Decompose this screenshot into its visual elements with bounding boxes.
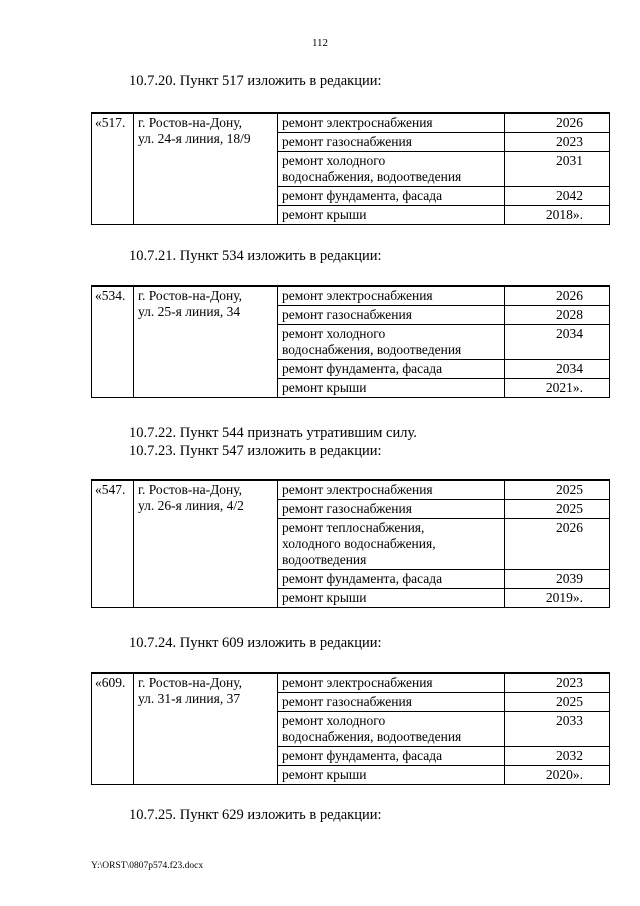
work-type-cell [278,673,505,693]
work-type-cell [278,766,505,785]
address-cell [134,113,278,225]
address-cell [134,673,278,785]
work-type-cell [278,286,505,306]
year-cell: 2028 [505,306,610,325]
item-number: «609. [92,673,134,785]
work-type-cell [278,206,505,225]
work-type-cell [278,500,505,519]
work-type-line: ремонт электроснабжения [282,288,433,303]
work-type-line: ремонт крыши [282,380,367,395]
work-type-line: ремонт электроснабжения [282,675,433,690]
table-534 [91,285,610,398]
section-heading-534: 10.7.21. Пункт 534 изложить в редакции: [129,248,382,264]
address-line: ул. 26-я линия, 4/2 [138,498,244,513]
table-row [92,286,610,306]
table-547 [91,479,610,608]
work-type-cell [278,306,505,325]
work-type-line: ремонт фундамента, фасада [282,748,443,763]
year-cell: 2023 [505,673,610,693]
address-line: г. Ростов-на-Дону, [138,115,243,130]
work-type-line: ремонт газоснабжения [282,307,412,322]
work-type-cell [278,589,505,608]
work-type-line: водоотведения [282,552,367,567]
year-cell: 2034 [505,325,610,360]
address-line: ул. 25-я линия, 34 [138,304,241,319]
work-type-cell [278,187,505,206]
work-type-cell [278,113,505,133]
work-type-line: ремонт газоснабжения [282,501,412,516]
year-cell: 2020». [505,766,610,785]
work-type-line: водоснабжения, водоотведения [282,729,462,744]
table-row [92,113,610,133]
work-type-line: ремонт электроснабжения [282,482,433,497]
year-cell: 2026 [505,286,610,306]
work-type-line: холодного водоснабжения, [282,536,436,551]
year-cell: 2039 [505,570,610,589]
address-line: ул. 24-я линия, 18/9 [138,131,251,146]
year-cell: 2033 [505,712,610,747]
work-type-cell [278,570,505,589]
work-type-cell [278,693,505,712]
work-type-line: ремонт фундамента, фасада [282,571,443,586]
section-heading-544: 10.7.22. Пункт 544 признать утратившим силу. [129,425,417,441]
work-type-cell [278,152,505,187]
work-type-line: ремонт крыши [282,590,367,605]
year-cell: 2025 [505,693,610,712]
work-type-line: ремонт электроснабжения [282,115,433,130]
work-type-line: ремонт холодного [282,153,386,168]
work-type-line: ремонт теплоснабжения, [282,520,425,535]
year-cell: 2026 [505,113,610,133]
table-row [92,673,610,693]
work-type-line: водоснабжения, водоотведения [282,169,462,184]
work-type-line: водоснабжения, водоотведения [282,342,462,357]
section-heading-609: 10.7.24. Пункт 609 изложить в редакции: [129,635,382,651]
section-heading-629: 10.7.25. Пункт 629 изложить в редакции: [129,807,382,823]
work-type-line: ремонт фундамента, фасада [282,188,443,203]
year-cell: 2026 [505,519,610,570]
footer-file-path: Y:\ORST\0807p574.f23.docx [91,861,204,871]
year-cell: 2025 [505,480,610,500]
work-type-line: ремонт холодного [282,326,386,341]
year-cell: 2018». [505,206,610,225]
work-type-cell [278,325,505,360]
table-517 [91,112,610,225]
year-cell: 2032 [505,747,610,766]
work-type-line: ремонт крыши [282,207,367,222]
address-line: ул. 31-я линия, 37 [138,691,241,706]
year-cell: 2025 [505,500,610,519]
work-type-cell [278,360,505,379]
item-number: «547. [92,480,134,608]
work-type-line: ремонт газоснабжения [282,134,412,149]
work-type-line: ремонт холодного [282,713,386,728]
work-type-cell [278,480,505,500]
work-type-cell [278,133,505,152]
page-number: 112 [311,37,329,49]
item-number: «517. [92,113,134,225]
year-cell: 2019». [505,589,610,608]
year-cell: 2034 [505,360,610,379]
address-cell [134,286,278,398]
table-609 [91,672,610,785]
work-type-cell [278,519,505,570]
work-type-line: ремонт фундамента, фасада [282,361,443,376]
section-heading-547: 10.7.23. Пункт 547 изложить в редакции: [129,443,382,459]
year-cell: 2042 [505,187,610,206]
section-heading-517: 10.7.20. Пункт 517 изложить в редакции: [129,73,382,89]
table-row [92,480,610,500]
work-type-line: ремонт газоснабжения [282,694,412,709]
work-type-line: ремонт крыши [282,767,367,782]
address-cell [134,480,278,608]
work-type-cell [278,712,505,747]
year-cell: 2021». [505,379,610,398]
address-line: г. Ростов-на-Дону, [138,482,243,497]
work-type-cell [278,747,505,766]
year-cell: 2023 [505,133,610,152]
year-cell: 2031 [505,152,610,187]
work-type-cell [278,379,505,398]
address-line: г. Ростов-на-Дону, [138,675,243,690]
address-line: г. Ростов-на-Дону, [138,288,243,303]
item-number: «534. [92,286,134,398]
